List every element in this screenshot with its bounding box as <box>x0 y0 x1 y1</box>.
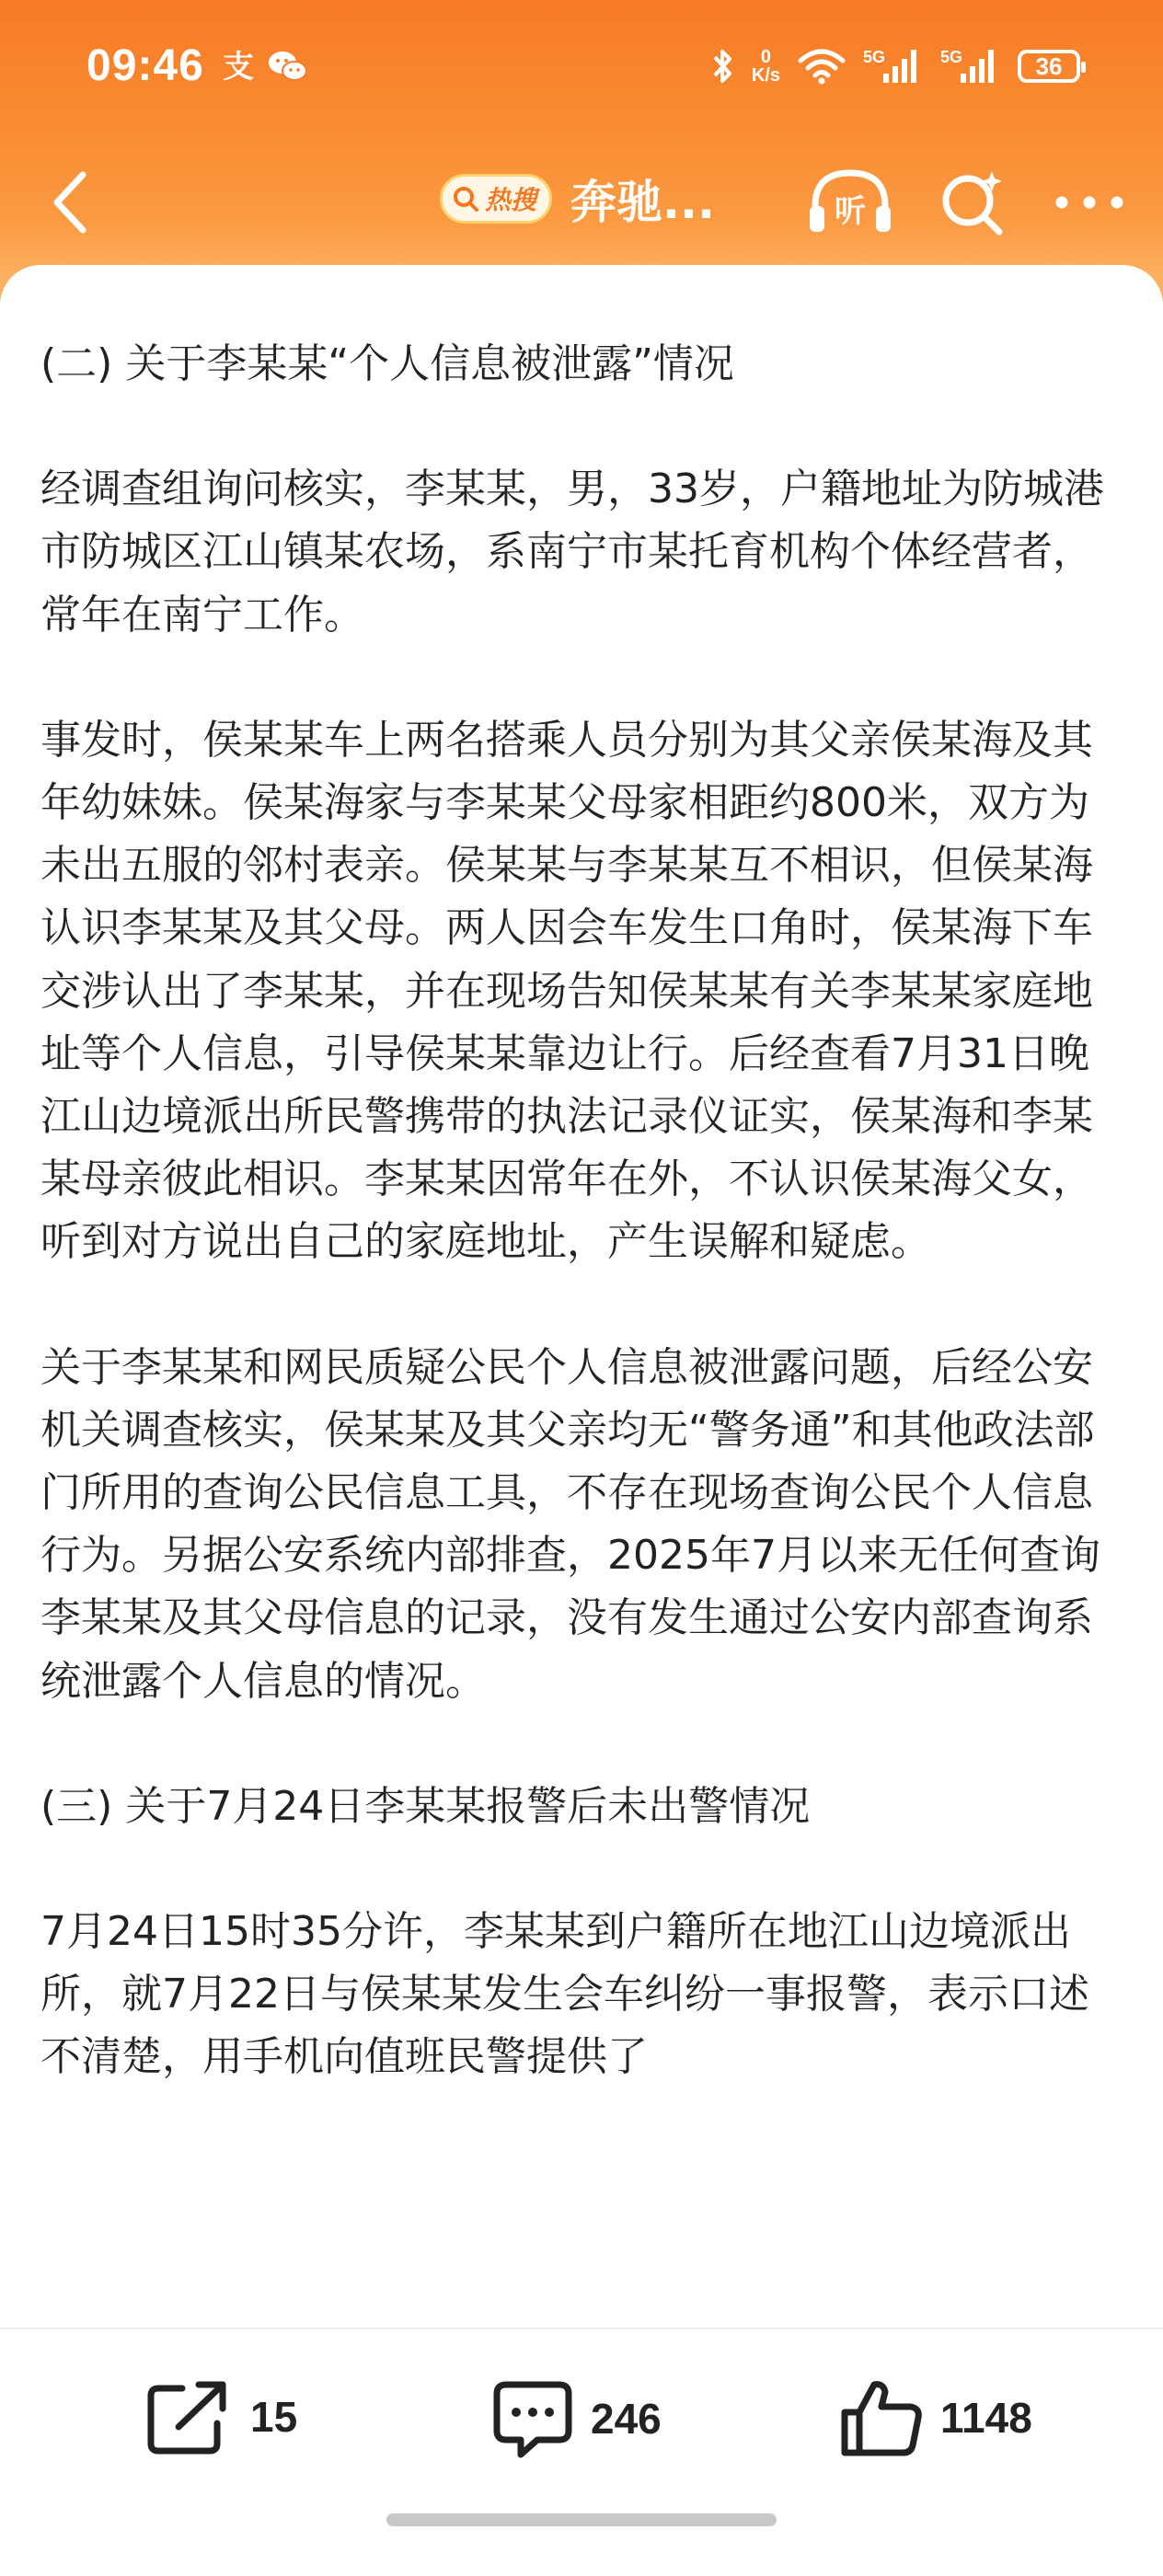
back-button[interactable] <box>33 166 107 239</box>
article-paragraph: 事发时，侯某某车上两名搭乘人员分别为其父亲侯某海及其年幼妹妹。侯某海家与李某某父母家相距约800米，双方为未出五服的邻村表亲。侯某某与李某某互不相识，但侯某海认识李某某及其父母。两人因会车发生口角时，侯某海下车交涉认出了李某某，并在现场告知侯某某有关李某某家庭地址等个人信息，引导侯某某靠边让行。后经查看7月31日晚江山边境派出所民警携带的执法记录仪证实，侯某海和李某某母亲彼此相识。李某某因常年在外，不认识侯某海父女，听到对方说出自己的家庭地址，产生误解和疑虑。 <box>40 716 1093 1266</box>
wechat-icon <box>267 48 309 85</box>
bottom-action-bar <box>0 2328 1163 2576</box>
listen-button[interactable] <box>806 166 894 239</box>
alipay-icon <box>221 48 258 85</box>
home-indicator[interactable] <box>386 2513 777 2526</box>
share-button[interactable] <box>145 2377 297 2456</box>
battery-indicator: 36 <box>1018 50 1080 83</box>
like-count: 1148 <box>940 2394 1032 2442</box>
hot-search-topic[interactable] <box>440 166 715 232</box>
search-icon <box>452 185 479 213</box>
comment-count: 246 <box>591 2395 662 2443</box>
article-body <box>0 265 1163 2089</box>
status-bar <box>0 0 1163 147</box>
article-paragraph: 7月24日15时35分许，李某某到户籍所在地江山边境派出所，就7月22日与侯某某发生会车纠纷一事报警，表示口述不清楚，用手机向值班民警提供了 <box>40 1908 1089 2081</box>
section-heading-2: (二) 关于李某某“个人信息被泄露”情况 <box>40 340 734 387</box>
notification-icons <box>221 48 309 85</box>
more-button[interactable] <box>1053 166 1126 239</box>
share-count: 15 <box>250 2393 298 2441</box>
topic-title: 奔驰... <box>570 176 715 229</box>
nav-actions <box>806 166 1126 239</box>
nav-bar <box>0 147 1163 258</box>
thumbs-up-icon <box>839 2377 924 2458</box>
like-button[interactable] <box>839 2377 1032 2458</box>
more-dots-icon <box>1053 193 1126 212</box>
comment-icon <box>491 2377 574 2460</box>
comment-button[interactable] <box>491 2377 662 2460</box>
svg-text:支: 支 <box>223 49 254 85</box>
hot-search-badge <box>440 174 552 224</box>
network-speed <box>752 48 780 85</box>
status-time: 09:46 <box>86 41 204 90</box>
back-arrow-icon <box>48 169 92 236</box>
signal1-label: 5G <box>863 48 886 66</box>
share-icon <box>145 2377 234 2456</box>
wifi-icon <box>797 48 846 85</box>
signal2-label: 5G <box>940 48 963 66</box>
section-heading-3: (三) 关于7月24日李某某报警后未出警情况 <box>40 1782 811 1830</box>
signal-5g-icon-1 <box>863 46 924 86</box>
search-button[interactable] <box>938 166 1008 239</box>
system-icons <box>709 46 1080 86</box>
ai-search-icon <box>938 167 1008 237</box>
listen-label: 听 <box>835 193 866 230</box>
signal-5g-icon-2 <box>940 46 1001 86</box>
bluetooth-icon <box>709 48 735 85</box>
article-paragraph: 关于李某某和网民质疑公民个人信息被泄露问题，后经公安机关调查核实，侯某某及其父亲均无“警务通”和其他政法部门所用的查询公民信息工具，不存在现场查询公民个人信息行为。另据公安系统内部排查，2025年7月以来无任何查询李某某及其父母信息的记录，没有发生通过公安内部查询系统泄露个人信息的情况。 <box>40 1343 1100 1705</box>
article-paragraph: 经调查组询问核实，李某某，男，33岁，户籍地址为防城港市防城区江山镇某农场，系南宁市某托育机构个体经营者，常年在南宁工作。 <box>40 466 1104 638</box>
net-speed-value: 0 <box>760 47 771 67</box>
article-card <box>0 265 1163 2335</box>
hot-badge-label: 热搜 <box>485 185 537 215</box>
net-speed-unit: K/s <box>751 65 780 86</box>
